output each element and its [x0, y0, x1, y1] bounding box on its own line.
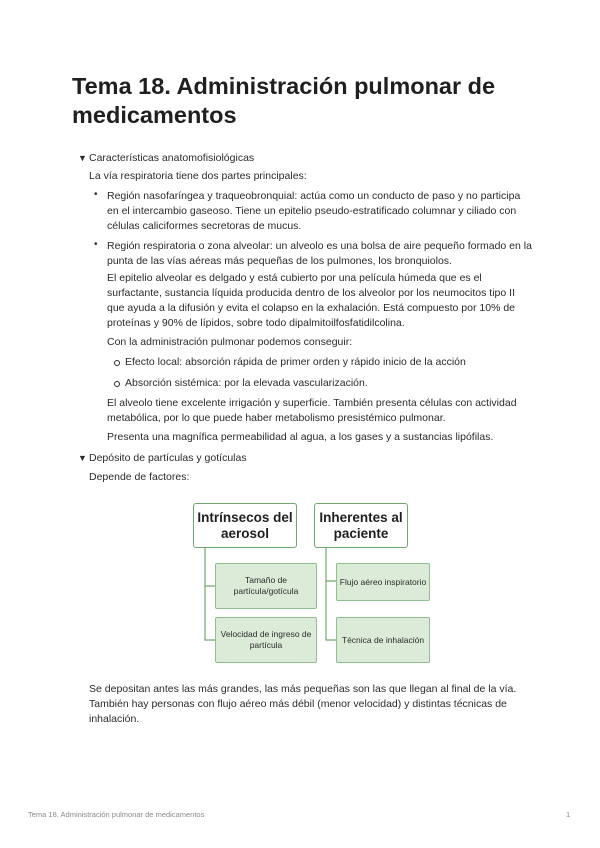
toggle-deposito[interactable] [78, 451, 247, 465]
paragraph: El epitelio alveolar es delgado y está cubierto por una película húmeda que es el surfactante, sustancia líquida producida dentro de los alveolor por los neumocitos tipo II que ayuda a la difusión y evita el colapso en la exhalación. Está compuesto por 10% de proteínas y 90% de lípidos, sobre todo dipalmitoilfosfatidilcolina. [107, 272, 516, 329]
factors-diagram [193, 503, 437, 668]
paragraph: Se depositan antes las más grandes, las más pequeñas son las que llegan al final de la vía. También hay personas con flujo aéreo más débil (menor velocidad) y distintas técnicas de inhalación. [89, 683, 517, 725]
connector-line [205, 586, 215, 640]
circle-bullet-icon [114, 381, 120, 387]
paragraph: El alveolo tiene excelente irrigación y superficie. También presenta células con actividad metabólica, por lo que puede haber metabolismo presistémico pulmonar. [107, 397, 517, 424]
list-item: Efecto local: absorción rápida de primer orden y rápido inicio de la acción [125, 356, 466, 368]
diagram-item: Técnica de inhalación [336, 617, 430, 663]
diagram-header-inherentes: Inherentes al paciente [314, 503, 408, 548]
bullet-dot-icon: • [94, 189, 98, 200]
connector-line [326, 581, 336, 640]
bullet-dot-icon: • [94, 239, 98, 250]
toggle-triangle-icon: ▼ [78, 453, 87, 463]
diagram-item: Tamaño de partícula/gotícula [215, 563, 317, 609]
toggle-caracteristicas[interactable] [78, 151, 254, 165]
page-number: 1 [566, 810, 571, 819]
toggle-label: Características anatomofisiológicas [89, 152, 255, 164]
list-item: Región respiratoria o zona alveolar: un alveolo es una bolsa de aire pequeño formado en la punta de las vías aéreas más pequeñas de los pulmones, los bronquiolos. [107, 240, 532, 267]
connector-line [326, 548, 336, 581]
circle-bullet-icon [114, 360, 120, 366]
footer-title: Tema 18. Administración pulmonar de medicamentos [28, 810, 205, 819]
list-item: Región nasofaríngea y traqueobronquial: actúa como un conducto de paso y no participa en el intercambio gaseoso. Tiene un epitelio pseudo-estratificado columnar y ciliado con células caliciformes secretoras de mucus. [107, 190, 521, 232]
paragraph: Presenta una magnífica permeabilidad al agua, a los gases y a sustancias lipófilas. [107, 431, 494, 443]
toggle-label: Depósito de partículas y gotículas [89, 452, 247, 464]
toggle-triangle-icon: ▼ [78, 153, 87, 163]
intro-text: La vía respiratoria tiene dos partes principales: [89, 170, 307, 182]
list-item: Absorción sistémica: por la elevada vascularización. [125, 377, 368, 389]
intro-text: Depende de factores: [89, 471, 190, 483]
diagram-item: Velocidad de ingreso de partícula [215, 617, 317, 663]
connector-line [205, 548, 215, 586]
diagram-item: Flujo aéreo inspiratorio [336, 563, 430, 601]
page-title: Tema 18. Administración pulmonar de medicamentos [72, 73, 496, 128]
diagram-header-intrinsecos: Intrínsecos del aerosol [193, 503, 297, 548]
paragraph: Con la administración pulmonar podemos conseguir: [107, 336, 353, 348]
